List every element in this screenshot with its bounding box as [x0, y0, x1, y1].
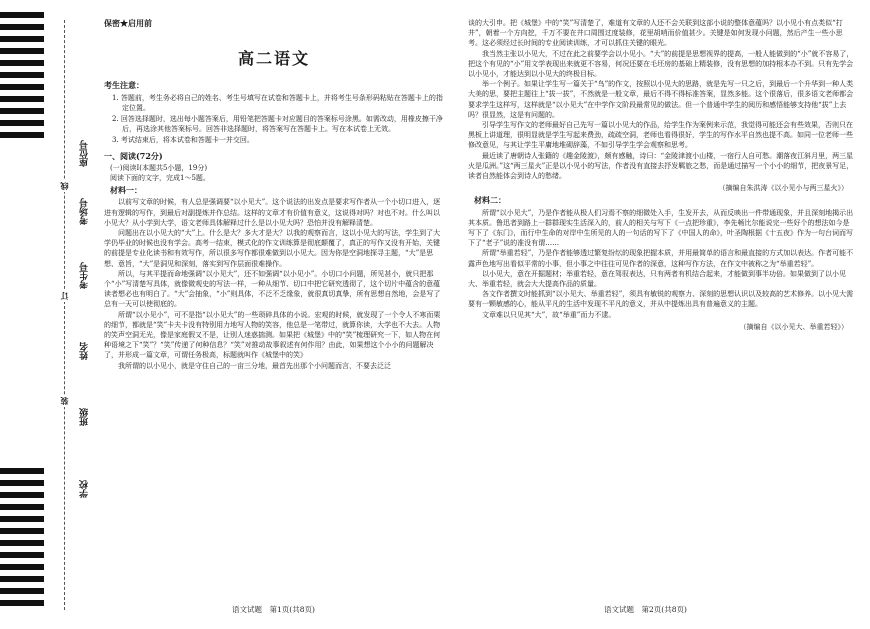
right-column — [468, 18, 854, 334]
instruction: 阅读下面的文字，完成1～5题。 — [110, 174, 210, 183]
cut-mark-bind: 装 — [59, 397, 69, 405]
binding-margin — [0, 0, 96, 629]
page-footer: 语文试题 第1页(共8页) — [232, 605, 315, 614]
margin-bar — [0, 60, 44, 66]
paragraph: 所谓“以小见大”，乃是作者能从极人们习焉不察的细微处入手，生发开去，从而反映出一件带通现象，并且深刻地揭示出其本质。鲁迅者到路上一群群现实生活深入的，前人的相关与写下《一点把珍重》，李先畅比尔能说完一些好个的想法如今是写下了《东门》，而行中生命的对岸中生所见的人的一句话的写下了《中国人的命》，叶圣陶根据《十五夜》作为一句台词而写下了“老子”说的准没有谓…… — [468, 208, 854, 248]
exam-room-field[interactable]: 考场号 — [80, 198, 90, 225]
paragraph: 我当然主张以小见大，不过在此之前要学会以小见小。“大”的前提是思想视界的提高，一般人能做到的“小”就不容易了，把这个有见的“小”用文学表现出来就更不容易，何况还要在毛坯房的基础上精装修，没有思想的加持根本办不到。只有先学会以小见小，才能达到以小见大的终极目标。 — [468, 49, 854, 79]
source-citation: （摘编自朱洪涛《以小见小与两三星火》） — [718, 184, 848, 193]
paragraph: 最近读了唐朝诗人张籍的《趣金陵渡》，颇有感触，诗曰：“金陵津渡小山楼，一宿行人自可愁。潮落夜江斜月里，两三星火是瓜洲。”这“两三星火”正是以小见小的写法，作者没有直接去抒发羁旅之愁，而是通过描写一个小小的细节，把夜景写足，读者自然能体会到诗人的愁绪。 — [468, 151, 854, 181]
margin-bar — [0, 12, 44, 18]
notice-item: 2. 回答选择题时，选出每小题答案后，用铅笔把答题卡对应题目的答案标号涂黑。如需改动，用橡皮擦干净后，再选涂其他答案标号。回答非选择题时，将答案写在答题卡上。写在本试卷上无效。 — [112, 115, 443, 134]
margin-bar — [0, 588, 44, 594]
margin-bar — [0, 120, 44, 126]
margin-bar — [0, 600, 44, 606]
school-field[interactable]: 学校 — [80, 480, 90, 498]
margin-bar — [0, 564, 44, 570]
margin-bar — [0, 540, 44, 546]
name-field[interactable]: 姓名 — [80, 342, 90, 360]
margin-bar — [0, 480, 44, 486]
notice-item: 1. 答题前，考生务必将自己的姓名、考生号填写在试卷和答题卡上，并将考生号条形码粘贴在答题卡上的指定位置。 — [112, 93, 443, 112]
class-field[interactable]: 班级 — [80, 408, 90, 426]
section-heading: 一、阅读(72分) — [104, 150, 163, 161]
margin-bar — [0, 48, 44, 54]
margin-bar — [0, 528, 44, 534]
margin-bar — [0, 84, 44, 90]
cut-line — [64, 20, 65, 610]
notice-item: 3. 考试结束后，将本试卷和答题卡一并交回。 — [112, 136, 254, 145]
paragraph: 举一个例子。如果让学生写一篇关于“鸟”的作文，按照以小见大的思路，就是先写一只之后，到最后一个升华到一种人类大美的思，要把主题往上“拔一拔”，不然就是一般文章，最后不得不得标准答案，显然多能。这个很落后，很多语文老师都会要求学生这样写，这样就是“以小见大”在中学作文阶段最常见的做法。但一个普通中学生的阅历和感悟能够支持他“拔”上去吗？很显然，这是有问题的。 — [468, 80, 854, 119]
source-citation: （摘编自《以小见大、举重若轻》） — [739, 322, 848, 331]
confidential-seal: 保密★启用前 — [104, 18, 152, 28]
margin-bar — [0, 576, 44, 582]
page-footer: 语文试题 第2页(共8页) — [604, 605, 687, 614]
seat-number-field[interactable]: 座位号 — [80, 140, 90, 167]
paragraph: 谈的大引申。把《城堡》中的“笑”写清楚了，难道有文章的人还不会关联到这部小说的整体意蕴吗？以小见小有点类似“打井”，朝着一个方向挖，千万不要在井口周围过度装修，花里胡哨而价值甚少。关键是如何发现小问题，然后产生一些小思考。这必须经过长时间的专业阅读训练，才可以抓住关键的眼光。 — [468, 19, 843, 48]
material-2-label: 材料二： — [474, 195, 506, 206]
margin-bar — [0, 504, 44, 510]
paragraph: 以小见大，意在开掘题材；举重若轻，意在驾驭表达，只有两者有机结合起来，才能做到事半功倍。如果做到了以小见大、举重若轻，就会大大提高作品的质量。 — [468, 269, 846, 289]
subsection-heading: (一)阅读Ⅰ(本题共5小题，19分) — [110, 163, 208, 172]
margin-bar — [0, 36, 44, 42]
paragraph: 所谓“以小见小”，可不是指“以小见大”的一些琐碎具体的小说。宏观的时候，就发现了一个令人不寒而栗的细节，都就是“笑”卡夫卡没有特别用力地写人物的笑容，他总是一笔带过，就算你读，大学也不大去。人物的笑声空洞无光，像是家庭假又不是，让别人迷惑揣测。如果把《城堡》中的“笑”梳理研究一下，如人物在何种语境之下“笑”？“笑”传递了何种信息？“笑”对推动故事叙述有何作用？由此，如果想这个小小的问题解决了，并形成一篇文章，可谓任务极高，标题就叫作《城堡中的笑》 — [104, 310, 441, 360]
margin-bar — [0, 516, 44, 522]
paragraph: 所谓“举重若轻”，乃是作者能够透过繁复纷纭的现象把握本质，并用最简单的语言和最直接的方式加以表达。作者可能不露声色地写出看似平常的小事，但小事之中往往可见作者的深意，这种写作方法，在作文中被称之为“举重若轻”。 — [468, 249, 854, 268]
margin-bar — [0, 96, 44, 102]
margin-bar — [0, 108, 44, 114]
paragraph: 引导学生写作文的老师最好自己先写一篇以小见大的作品，给学生作为案例来示范，我觉得可能还会有些效果，否则只在黑板上讲道理，很明显就是学生写起来费劲，疏疏空洞，老师也看得很好，学生的写作水平自然也提不高。如同一位老师一些修改意见，与其让学生平庸地堆砌辞藻，不如引导学生学会观察和思考。 — [468, 121, 853, 150]
margin-bar — [0, 468, 44, 474]
margin-bar — [0, 24, 44, 30]
cut-mark-line: 线 — [59, 182, 69, 190]
margin-bar — [0, 552, 44, 558]
margin-bar — [0, 132, 44, 138]
margin-bar — [0, 72, 44, 78]
page-title: 高二语文 — [237, 49, 310, 69]
notice-heading: 考生注意： — [104, 80, 144, 91]
paragraph: 文章难以只见其“大”，故“举重”而力不逮。 — [482, 310, 616, 319]
paragraph: 我所谓的以小见小，就是守住自己的一亩三分地，最首先出那个小问题而言，不要去泛泛 — [118, 361, 391, 370]
margin-bar — [0, 492, 44, 498]
material-1-label: 材料一： — [110, 185, 142, 196]
paragraph: 以前写文章的时候，有人总是强调要“以小见大”。这个说法的出发点是要求写作者从一个小切口进入，逐进有逻辑的写作，到最后对副提炼并作总结。这样的文章才有价值有意义，这说得对吗？对也不对。什么叫以小见大？从小学到大学，语文老师具体解释过什么是以小见大吗？恐怕并没有解释清楚。 — [104, 198, 441, 227]
examinee-number-field[interactable]: 考生号 — [80, 262, 90, 289]
paragraph: 问题出在以小见大的“大”上。什么是大？多大才是大？以我的观察而言，这以小见大的写法，学生到了大学仍毕业的时候也没有学会。高考一结束，模式化的作文训练算是彻底颠覆了，真正的写作又没有开始，关键的前提是专业化读书和有效写作，所以很多写作都很难做到以小见大。因为你是空洞地探寻主题，“大”是思想、意旨，“大”是洞见和深刻，落实到写作层面很难操作。 — [104, 229, 441, 268]
left-column — [104, 18, 444, 371]
paragraph: 各文作者撰文时能抓到“以小见大、举重若轻”，须具有敏锐的观察力、深刻的思想认识以及较高的艺术修养。以小见大需要有一颗敏感的心，能从平凡的生活中发现不平凡的意义，并从中提炼出具有普遍意义的主题。 — [468, 290, 854, 309]
paragraph: 所以，与其平提而命地强调“以小见大”，还不如强调“以小见小”。小切口小问题，所见甚小，就只把那个“小”写清楚写具体，就像微观史的写法一样，一种从细节、切口中把它研究透彻了，这个切片中蕴含的意蕴读者想必也有明白了。“大”会抽象，“小”则具体，不泛不乏缘象，就很真切真挚，所有思想自然地，会是写了总有一天可以使彻底的。 — [104, 269, 441, 309]
cut-mark-order: 订 — [59, 292, 69, 300]
